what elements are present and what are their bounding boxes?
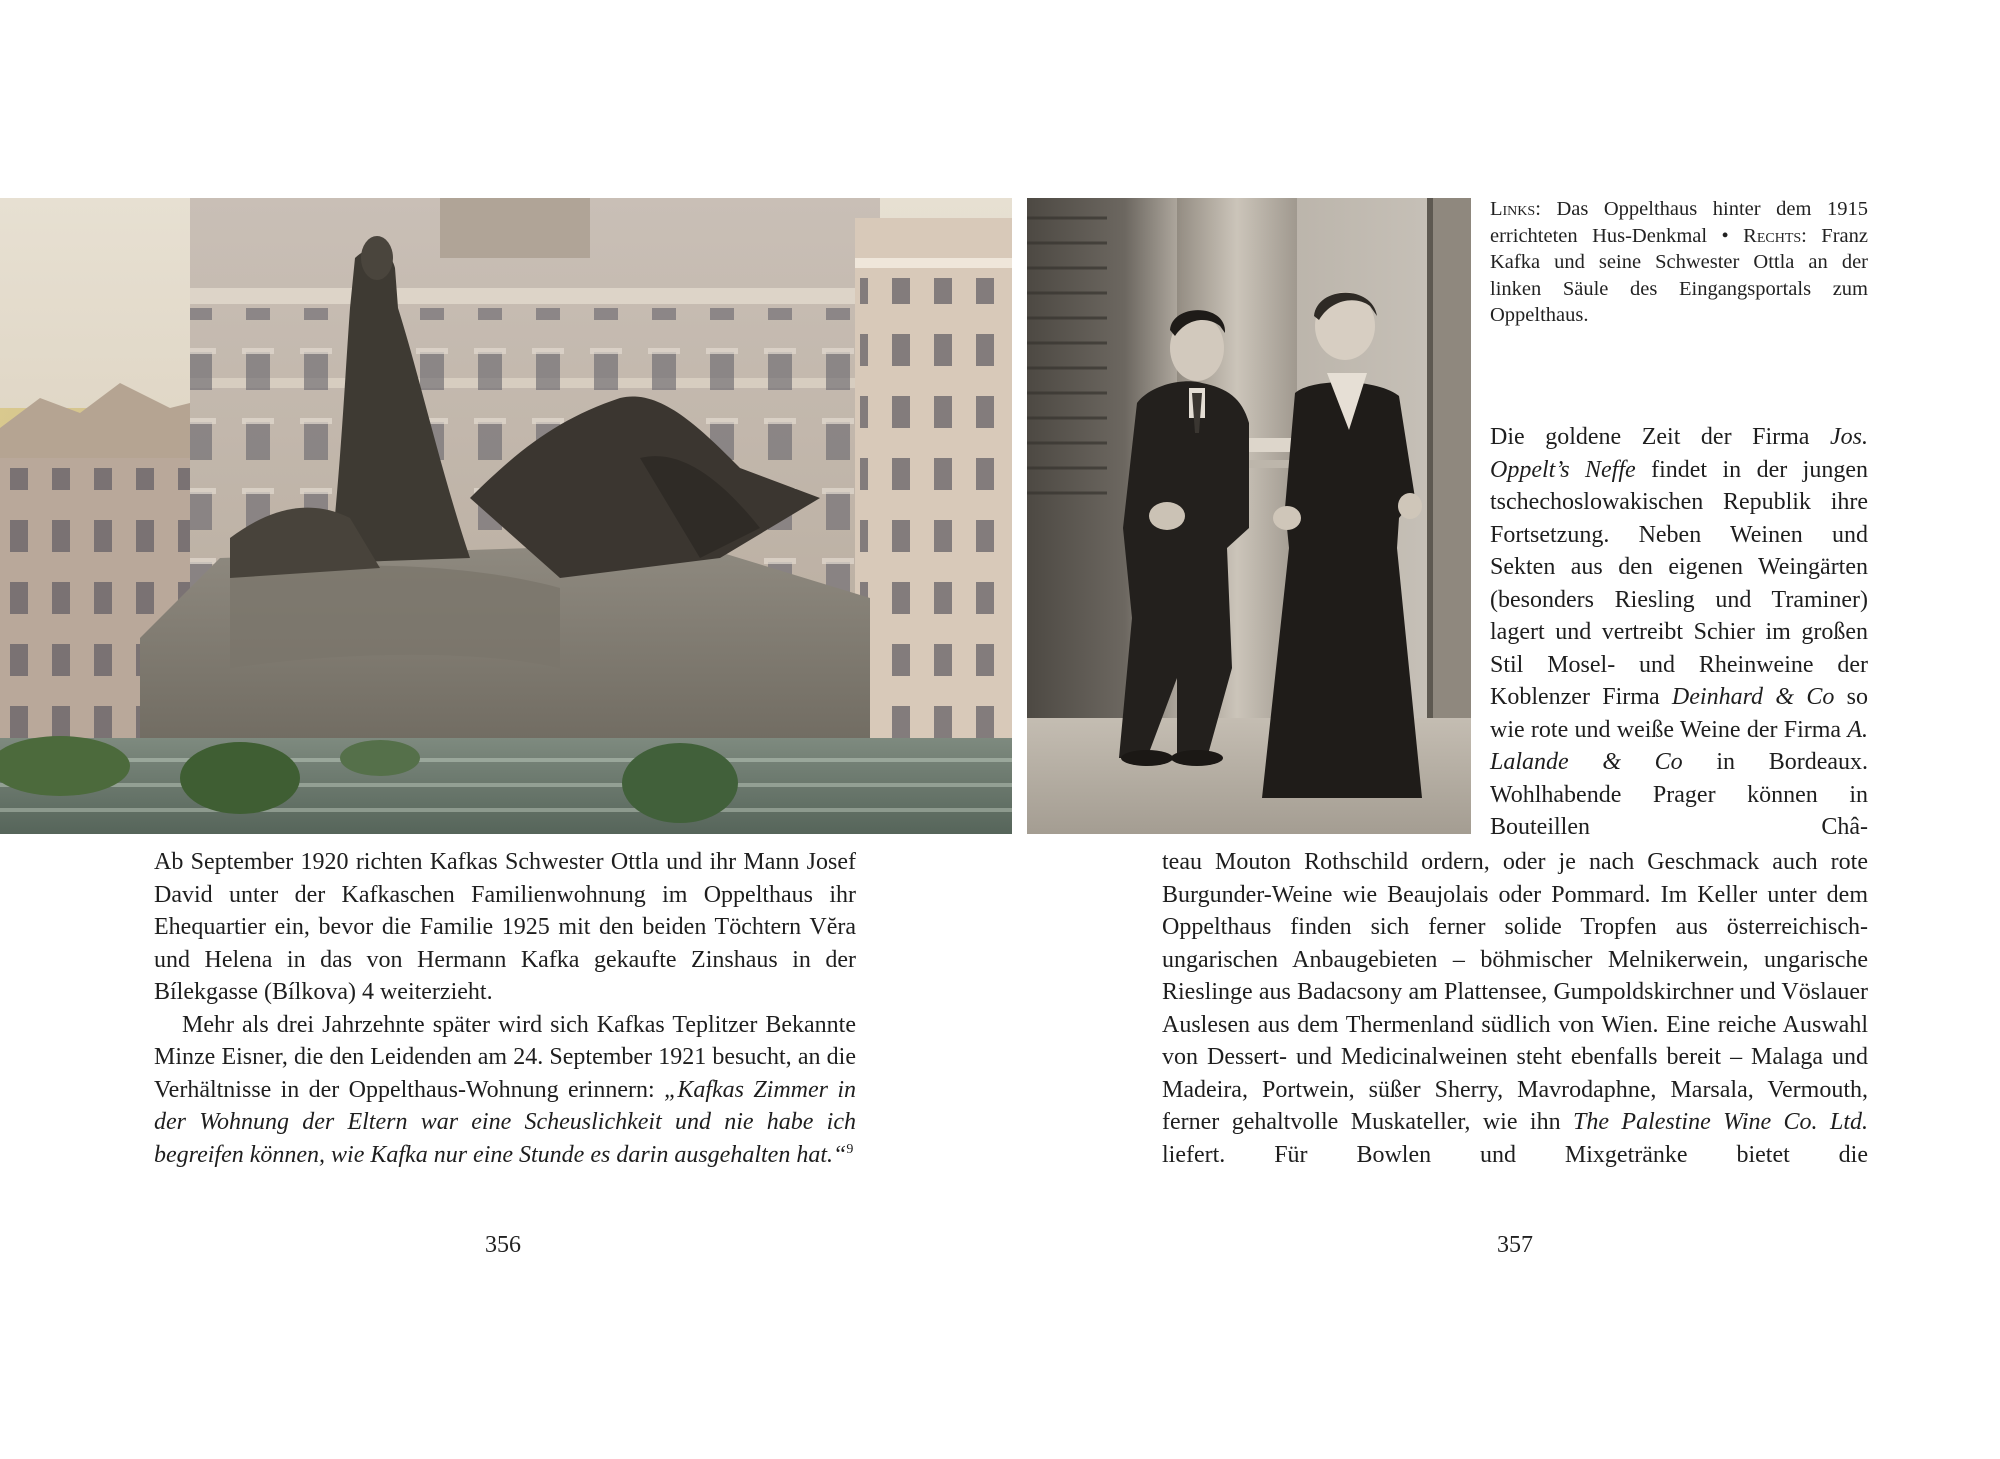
caption-label-left: Links: (1490, 198, 1541, 220)
paragraph-right-2 (1162, 846, 1868, 1171)
hus-monument-illustration (0, 198, 1012, 834)
caption-text-left: Das Oppelthaus hinter dem 1915 errichteten Hus-Denkmal • (1490, 198, 1868, 247)
kafka-ottla-illustration (1027, 198, 1471, 834)
firm-name-lalande: A. Lalande & Co (1490, 716, 1868, 775)
photo-caption (1490, 196, 1868, 329)
text-run: findet in der jungen tschechoslowakischen Republik ihre Fortsetzung. Neben Weinen und Sekten aus den eigenen Weingärten (besonders Riesling und Traminer) lagert und vertreibt Schier im großen Stil Mosel- und Rheinweine der Koblenzer Firma (1490, 456, 1868, 710)
text-run: liefert. Für Bowlen und Mixgetränke bietet die (1162, 1141, 1868, 1168)
eisner-quote: „Kafkas Zimmer in der Wohnung der Eltern war eine Scheuslichkeit und nie habe ich begreifen können, wie Kafka nur eine Stunde es darin ausgehalten hat.“ (154, 1076, 856, 1168)
hus-monument-photo (0, 198, 1012, 834)
paragraph-right-1 (1490, 421, 1868, 844)
caption-text-right: Franz Kafka und seine Schwester Ottla an der linken Säule des Eingangsportals zum Oppelthaus. (1490, 224, 1868, 326)
text-run: teau Mouton Rothschild ordern, oder je nach Geschmack auch rote Burgunder-Weine wie Beaujolais oder Pommard. Im Keller unter dem Oppelthaus finden sich ferner solide Tropfen aus österreichisch-ungarischen Anbaugebieten – böhmischer Melnikerwein, ungarische Rieslinge aus Badacsony am Plattensee, Gumpoldskirchner und Vöslauer Auslesen aus dem Thermenland südlich von Wien. Eine reiche Auswahl von Dessert- und Medicinalweinen steht ebenfalls bereit – Malaga und Madeira, Portwein, süßer Sherry, Mavrodaphne, Marsala, Vermouth, ferner gehaltvolle Muskateller, wie ihn (1162, 849, 1868, 1135)
paragraph-2 (154, 1009, 856, 1172)
right-page-body-wide (1162, 846, 1868, 1171)
firm-name-palestine: The Palestine Wine Co. Ltd. (1573, 1109, 1868, 1135)
caption-label-right: Rechts: (1743, 224, 1807, 247)
firm-name-oppelt: Jos. Oppelt’s Neffe (1490, 424, 1868, 483)
right-page-body-narrow (1490, 421, 1868, 844)
text-run: so wie rote und weiße Weine der Firma (1490, 684, 1869, 743)
paragraph-2-text: Mehr als drei Jahrzehnte später wird sich Kafkas Teplitzer Bekannte Minze Eisner, die den Leidenden am 24. September 1921 besucht, an die Verhältnisse in der Oppelthaus-Wohnung erinnern: (154, 1011, 856, 1103)
page-number-left: 356 (485, 1232, 521, 1258)
text-run: in Bordeaux. Wohlhabende Prager können in Bouteillen Châ- (1490, 749, 1868, 840)
page-number-right: 357 (1497, 1232, 1533, 1258)
firm-name-deinhard: Deinhard & Co (1671, 684, 1835, 710)
paragraph-1: Ab September 1920 richten Kafkas Schwester Ottla und ihr Mann Josef David unter der Kafkaschen Familienwohnung im Oppelthaus ihr Ehequartier ein, bevor die Familie 1925 mit den beiden Töchtern Vĕra und Helena in das von Hermann Kafka gekaufte Zinshaus in der Bílekgasse (Bílkova) 4 weiterzieht. (154, 849, 856, 1005)
text-run: Die goldene Zeit der Firma (1490, 424, 1830, 450)
left-page-body (154, 846, 856, 1171)
footnote-ref: 9 (846, 1141, 854, 1157)
kafka-ottla-photo (1027, 198, 1471, 834)
